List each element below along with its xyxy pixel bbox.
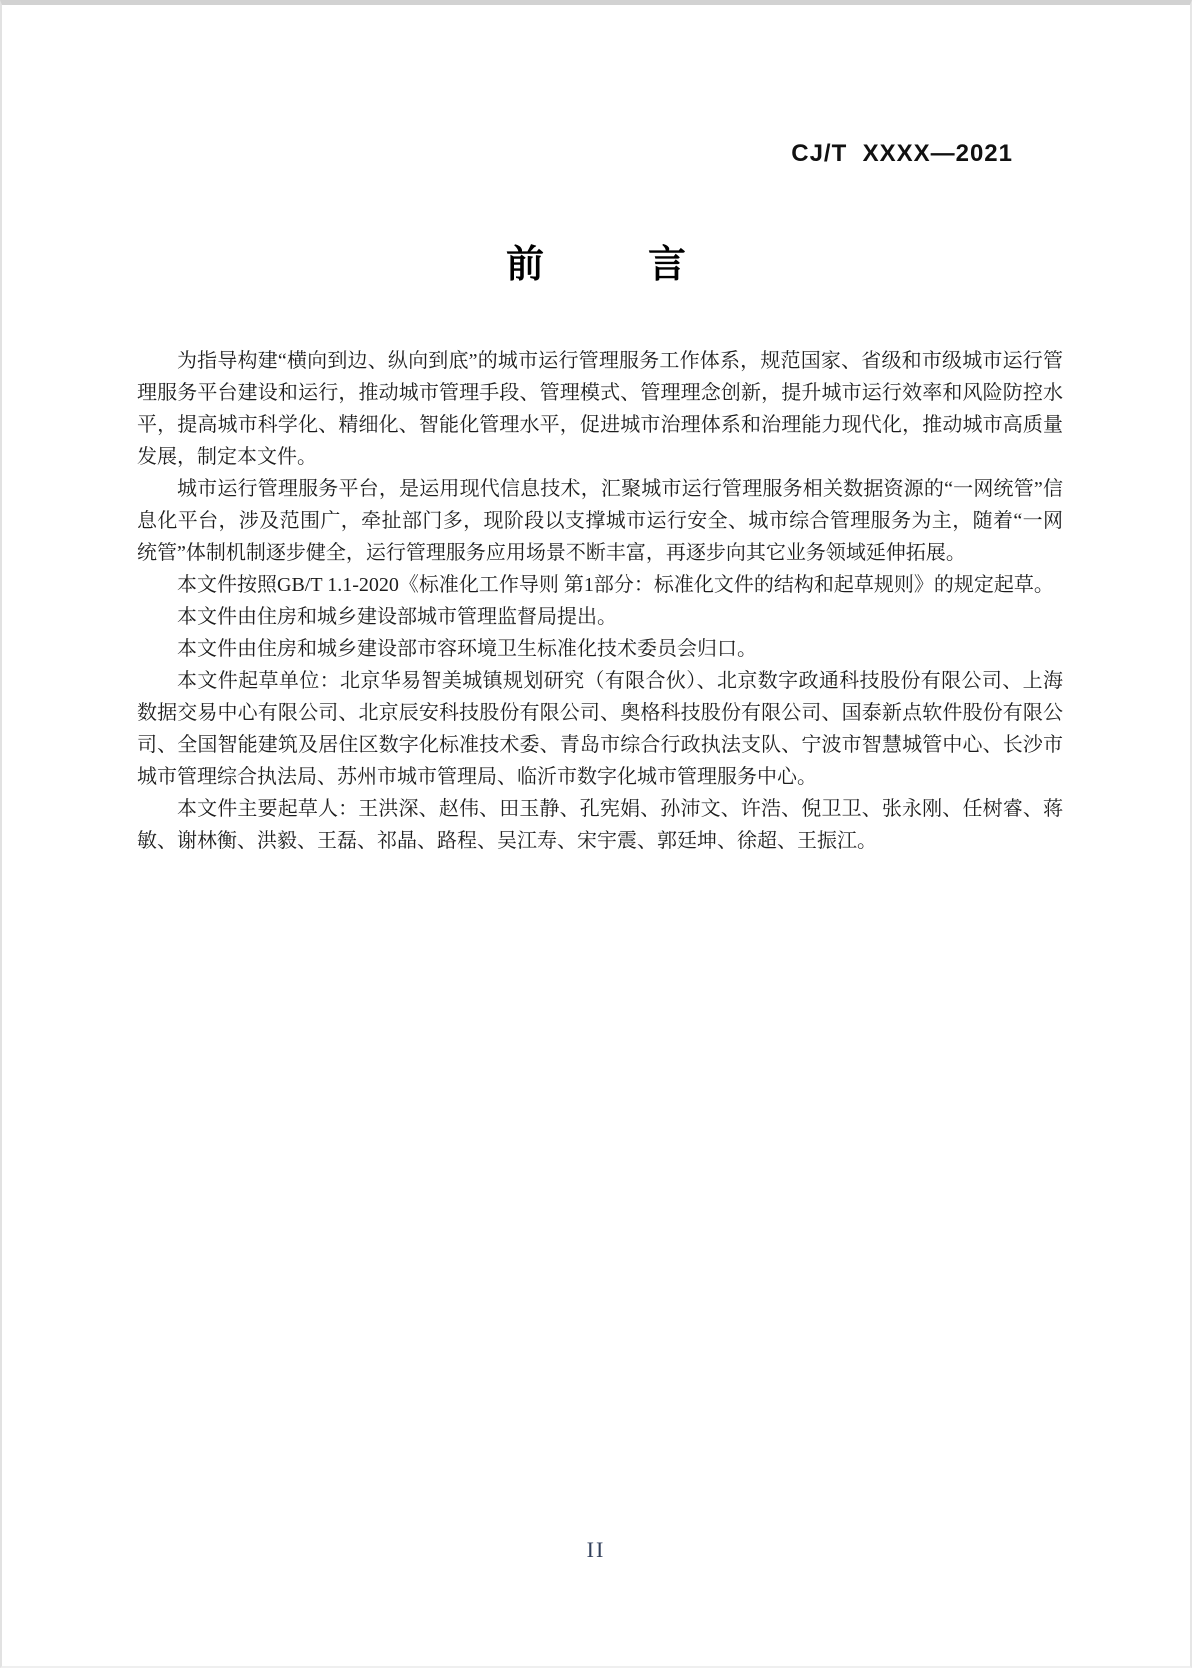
foreword-paragraph-drafting-organizations: 本文件起草单位：北京华易智美城镇规划研究（有限合伙）、北京数字政通科技股份有限公司、上海数据交易中心有限公司、北京辰安科技股份有限公司、奥格科技股份有限公司、国泰新点软件股份有限公司、全国智能建筑及居住区数字化标准技术委、青岛市综合行政执法支队、宁波市智慧城管中心、长沙市城市管理综合执法局、苏州市城市管理局、临沂市数字化城市管理服务中心。 [137, 670, 1063, 788]
title-char-2: 言 [648, 244, 687, 286]
foreword-paragraph-platform: 城市运行管理服务平台，是运用现代信息技术，汇聚城市运行管理服务相关数据资源的“一网统管”信息化平台，涉及范围广，牵扯部门多，现阶段以支撑城市运行安全、城市综合管理服务为主，随着“一网统管”体制机制逐步健全，运行管理服务应用场景不断丰富，再逐步向其它业务领域延伸拓展。 [137, 478, 1063, 564]
foreword-paragraph-drafters: 本文件主要起草人：王洪深、赵伟、田玉静、孔宪娟、孙沛文、许浩、倪卫卫、张永刚、任树睿、蒋敏、谢林衡、洪毅、王磊、祁晶、路程、吴江寿、宋宇震、郭廷坤、徐超、王振江。 [137, 798, 1063, 852]
page-number: II [586, 1537, 606, 1562]
foreword-paragraph-drafting-rules: 本文件按照GB/T 1.1-2020《标准化工作导则 第1部分：标准化文件的结构和起草规则》的规定起草。 [177, 574, 1054, 596]
foreword-paragraph-purpose: 为指导构建“横向到边、纵向到底”的城市运行管理服务工作体系，规范国家、省级和市级城市运行管理服务平台建设和运行，推动城市管理手段、管理模式、管理理念创新，提升城市运行效率和风险防控水平，提高城市科学化、精细化、智能化管理水平，促进城市治理体系和治理能力现代化，推动城市高质量发展，制定本文件。 [137, 350, 1063, 468]
foreword-body [137, 345, 1063, 857]
title-char-1: 前 [505, 244, 544, 286]
page-title [2, 233, 1190, 288]
standard-code: CJ/T XXXX—2021 [791, 140, 1013, 167]
foreword-paragraph-proposed-by: 本文件由住房和城乡建设部城市管理监督局提出。 [177, 606, 617, 628]
foreword-paragraph-centralized-by: 本文件由住房和城乡建设部市容环境卫生标准化技术委员会归口。 [177, 638, 757, 660]
